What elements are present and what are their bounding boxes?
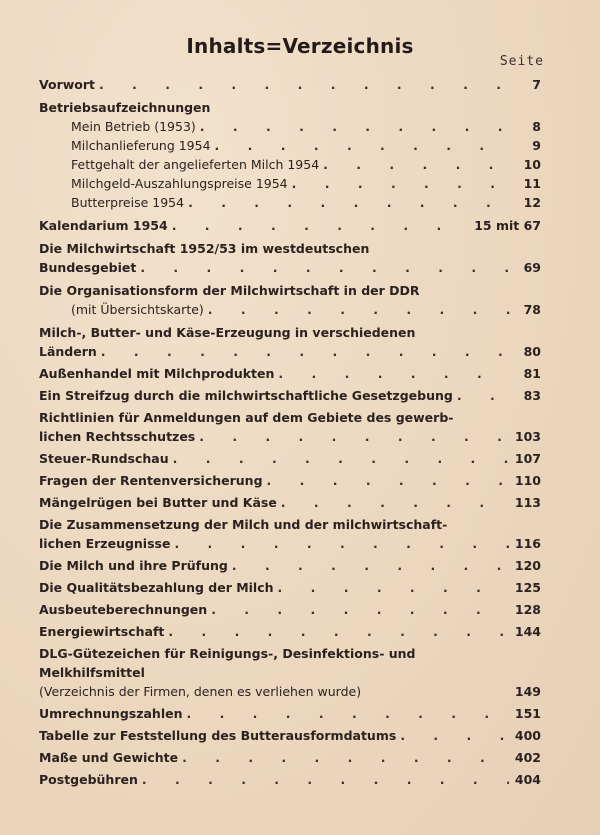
toc-entry-title: Steuer-Rundschau: [39, 451, 169, 466]
toc-entry-page: 116: [514, 536, 541, 551]
leader-dots: [400, 726, 509, 745]
toc-entry-title: Kalendarium 1954: [39, 218, 168, 233]
leader-dots: [457, 386, 511, 405]
leader-dots: [323, 155, 511, 174]
toc-entry-title: Außenhandel mit Milchprodukten: [39, 366, 275, 381]
toc-entry: [39, 323, 541, 361]
toc-entry-title: Ausbeuteberechnungen: [39, 602, 208, 617]
toc-entry-page: 404: [514, 772, 541, 787]
leader-dots: [208, 300, 511, 319]
toc-entry: [39, 386, 541, 405]
toc-entry: [39, 364, 541, 383]
toc-entry-title: Vorwort: [39, 77, 96, 92]
toc-entry-page: 402: [514, 750, 541, 765]
toc-entry-page: 83: [523, 388, 541, 403]
toc-entry-title: Milchgeld-Auszahlungspreise 1954: [71, 176, 288, 191]
leader-dots: [140, 258, 511, 277]
leader-dots: [186, 704, 508, 723]
toc-entry-title: Butterpreise 1954: [71, 195, 185, 210]
toc-entry-page: 120: [514, 558, 541, 573]
toc-entry-page: 81: [523, 366, 541, 381]
toc-subentry: [39, 117, 541, 136]
toc-entry: [39, 600, 541, 619]
toc-entry: [39, 281, 541, 319]
toc-entry-title: Ein Streifzug durch die milchwirtschaftliche Gesetzgebung: [39, 388, 453, 403]
toc-entry-title: Tabelle zur Feststellung des Butterausformdatums: [39, 728, 397, 743]
toc-entry: [39, 239, 541, 277]
toc-entry-title: Die Milch und ihre Prüfung: [39, 558, 228, 573]
leader-dots: [173, 449, 509, 468]
leader-dots: [101, 342, 511, 361]
toc-entry: [39, 770, 541, 789]
toc-entry-title: Die Qualitätsbezahlung der Milch: [39, 580, 274, 595]
toc-entry: [39, 748, 541, 767]
toc-entry-title: Betriebsaufzeichnungen: [39, 100, 211, 115]
toc-entry: [39, 408, 541, 446]
toc-entry: [39, 216, 541, 235]
toc-entry-page: 15 mit 67: [474, 218, 541, 233]
toc-entry: [39, 556, 541, 575]
toc-subentry: [39, 155, 541, 174]
toc-entry-title: Die Milchwirtschaft 1952/53 im westdeutschen: [39, 241, 370, 256]
page-title: Inhalts=Verzeichnis: [186, 34, 414, 58]
toc-entry-page: 78: [523, 302, 541, 317]
toc-entry: [39, 449, 541, 468]
toc-entry-title: Fragen der Rentenversicherung: [39, 473, 263, 488]
toc-entry-note: (Verzeichnis der Firmen, denen es verliehen wurde): [39, 684, 362, 699]
toc-subentry: [39, 136, 541, 155]
leader-dots: [215, 136, 511, 155]
toc-entry-page: 107: [514, 451, 541, 466]
toc-entry-title: Postgebühren: [39, 772, 138, 787]
toc-entry: [39, 622, 541, 641]
toc-entry-page: 149: [514, 684, 541, 699]
toc-entry-title: Die Zusammensetzung der Milch und der milchwirtschaft-: [39, 517, 448, 532]
toc-entry-title-cont: Bundesgebiet: [39, 260, 137, 275]
toc-entry: [39, 75, 541, 94]
toc-entry: [39, 493, 541, 512]
toc-entry: [39, 704, 541, 723]
toc-entry-title: DLG-Gütezeichen für Reinigungs-, Desinfektions- und: [39, 646, 416, 661]
leader-dots: [211, 600, 509, 619]
toc-entry-title: Mein Betrieb (1953): [71, 119, 196, 134]
leader-dots: [278, 578, 509, 597]
toc-entry-page: 69: [523, 260, 541, 275]
leader-dots: [172, 216, 469, 235]
leader-dots: [168, 622, 509, 641]
page-column-label: Seite: [499, 54, 544, 69]
toc-entry-page: 110: [514, 473, 541, 488]
leader-dots: [200, 117, 511, 136]
toc-list: [39, 75, 541, 789]
toc-entry-title: Richtlinien für Anmeldungen auf dem Gebiete des gewerb-: [39, 410, 454, 425]
toc-entry-page: 80: [523, 344, 541, 359]
toc-entry-title: Maße und Gewichte: [39, 750, 179, 765]
toc-entry-title-cont: lichen Erzeugnisse: [39, 536, 171, 551]
toc-entry-title-cont: (mit Übersichtskarte): [71, 302, 204, 317]
toc-entry-page: 151: [514, 706, 541, 721]
leader-dots: [174, 534, 508, 553]
leader-dots: [281, 493, 509, 512]
leader-dots: [278, 364, 511, 383]
toc-entry-page: 10: [523, 157, 541, 172]
toc-entry-title: Mängelrügen bei Butter und Käse: [39, 495, 277, 510]
toc-entry-page: 11: [523, 176, 541, 191]
toc-entry-page: 125: [514, 580, 541, 595]
toc-entry-page: 12: [523, 195, 541, 210]
toc-entry-title-cont: lichen Rechtsschutzes: [39, 429, 196, 444]
toc-entry-title: Milch-, Butter- und Käse-Erzeugung in verschiedenen: [39, 325, 416, 340]
leader-dots: [142, 770, 509, 789]
toc-entry-title: Milchanlieferung 1954: [71, 138, 211, 153]
toc-entry: [39, 515, 541, 553]
toc-entry: [39, 726, 541, 745]
toc-entry-page: 113: [514, 495, 541, 510]
toc-entry-page: 103: [514, 429, 541, 444]
leader-dots: [292, 174, 511, 193]
toc-entry-page: 144: [514, 624, 541, 639]
leader-dots: [99, 75, 511, 94]
toc-entry-title-cont: Melkhilfsmittel: [39, 665, 145, 680]
leader-dots: [188, 193, 511, 212]
leader-dots: [267, 471, 509, 490]
toc-entry: [39, 471, 541, 490]
toc-entry-title: Energiewirtschaft: [39, 624, 165, 639]
toc-entry-page: 400: [514, 728, 541, 743]
leader-dots: [199, 427, 509, 446]
toc-entry-title: Fettgehalt der angelieferten Milch 1954: [71, 157, 320, 172]
toc-entry-title-cont: Ländern: [39, 344, 97, 359]
leader-dots: [232, 556, 509, 575]
toc-entry-page: 128: [514, 602, 541, 617]
toc-entry: [39, 98, 541, 117]
toc-entry: [39, 644, 541, 701]
toc-entry-page: 9: [532, 138, 541, 153]
toc-subentry: [39, 193, 541, 212]
toc-entry-page: 7: [532, 77, 541, 92]
toc-entry-title: Umrechnungszahlen: [39, 706, 183, 721]
toc-entry-page: 8: [532, 119, 541, 134]
toc-entry: [39, 578, 541, 597]
toc-entry-title: Die Organisationsform der Milchwirtschaft in der DDR: [39, 283, 420, 298]
toc-subentry: [39, 174, 541, 193]
leader-dots: [182, 748, 509, 767]
